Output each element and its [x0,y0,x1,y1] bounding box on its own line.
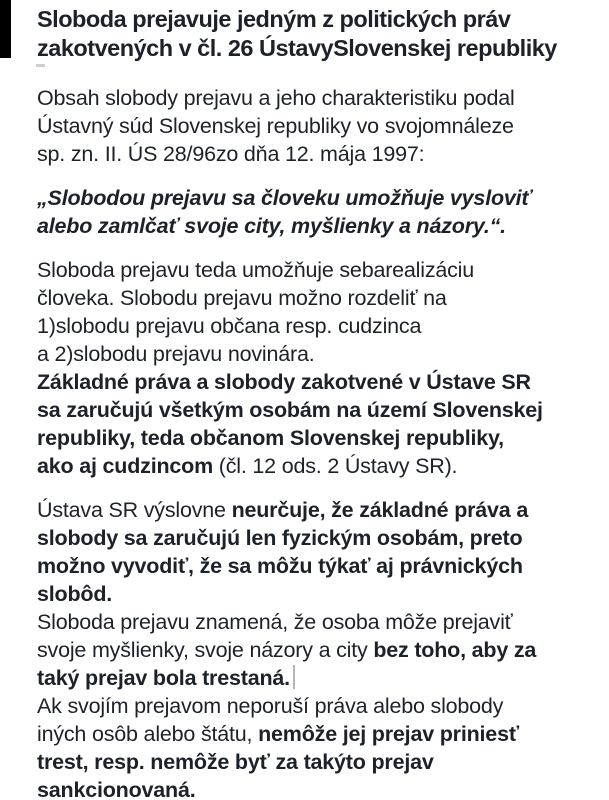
text-line [37,580,583,608]
text-line [37,720,583,748]
text-line [37,396,583,424]
paragraph [37,84,583,168]
text-run: zakotvených v čl. 26 ÚstavySlovenskej republiky [37,34,557,61]
text-line [37,284,583,312]
text-line [37,452,583,480]
text-line [37,256,583,284]
text-run: sa zaručujú všetkým osobám na území Slovenskej [37,398,543,422]
text-line [37,312,583,340]
text-run: (čl. 12 ods. 2 Ústavy SR). [213,454,458,478]
text-line [37,140,583,168]
text-run: svoje myšlienky, svoje názory a city [37,638,374,662]
text-run: ako aj cudzincom [37,454,214,478]
text-line [37,184,583,212]
text-run: neurčuje, že základné práva a [231,498,529,522]
text-run: bez toho, aby za [373,638,537,662]
text-line [37,212,583,240]
text-line [37,112,583,140]
text-run: slobody sa zaručujú len fyzickým osobám, preto [37,526,523,550]
text-run: Ak svojím prejavom neporuší práva alebo slobody [37,694,504,718]
text-run: iných osôb alebo štátu, [37,722,259,746]
text-line [37,340,583,368]
text-line [37,552,583,580]
text-line [37,368,583,396]
paragraph [37,496,583,800]
text-line [37,84,583,112]
text-run: Ústava SR výslovne [37,498,232,522]
text-run: sankcionovaná. [37,778,196,800]
text-run: 1)slobodu prejavu občana resp. cudzinca [37,314,422,338]
text-run: Sloboda prejavu znamená, že osoba môže prejaviť [37,610,513,634]
text-line [37,524,583,552]
heading [37,5,583,62]
text-run: sp. zn. II. ÚS 28/96zo dňa 12. mája 1997: [37,142,425,166]
text-line [37,5,583,34]
text-run: trest, resp. nemôže byť za takýto prejav [37,750,434,774]
text-run: taký prejav bola trestaná. [37,666,290,690]
text-run: človeka. Slobodu prejavu možno rozdeliť na [37,286,447,310]
text-line [37,664,583,692]
text-cursor [293,665,295,689]
text-run: Sloboda prejavu teda umožňuje sebarealizáciu [37,258,475,282]
text-line [37,424,583,452]
text-line [37,496,583,524]
text-run: slobôd. [37,582,113,606]
text-line [37,636,583,664]
text-line [37,776,583,800]
text-run: republiky, teda občanom Slovenskej republiky, [37,426,504,450]
paragraph [37,256,583,480]
text-line [37,692,583,720]
text-line [37,748,583,776]
text-run: Sloboda prejavuje jedným z politických práv [37,6,511,32]
text-run: nemôže jej prejav priniesť [258,722,519,746]
text-run: Základné práva a slobody zakotvené v Ústave SR [37,370,531,394]
text-run: Ústavný súd Slovenskej republiky vo svojomnáleze [37,114,514,138]
text-run: možno vyvodiť, že sa môžu týkať aj právnických [37,554,523,578]
text-line [37,34,583,63]
text-run: a 2)slobodu prejavu novinára. [37,342,315,366]
text-run: alebo zamlčať svoje city, myšlienky a názory.“. [37,214,506,238]
text-run: „Slobodou prejavu sa človeku umožňuje vysloviť [37,186,532,210]
text-run: Obsah slobody prejavu a jeho charakteristiku podal [37,86,515,110]
text-line [37,608,583,636]
quote-paragraph [37,184,583,240]
